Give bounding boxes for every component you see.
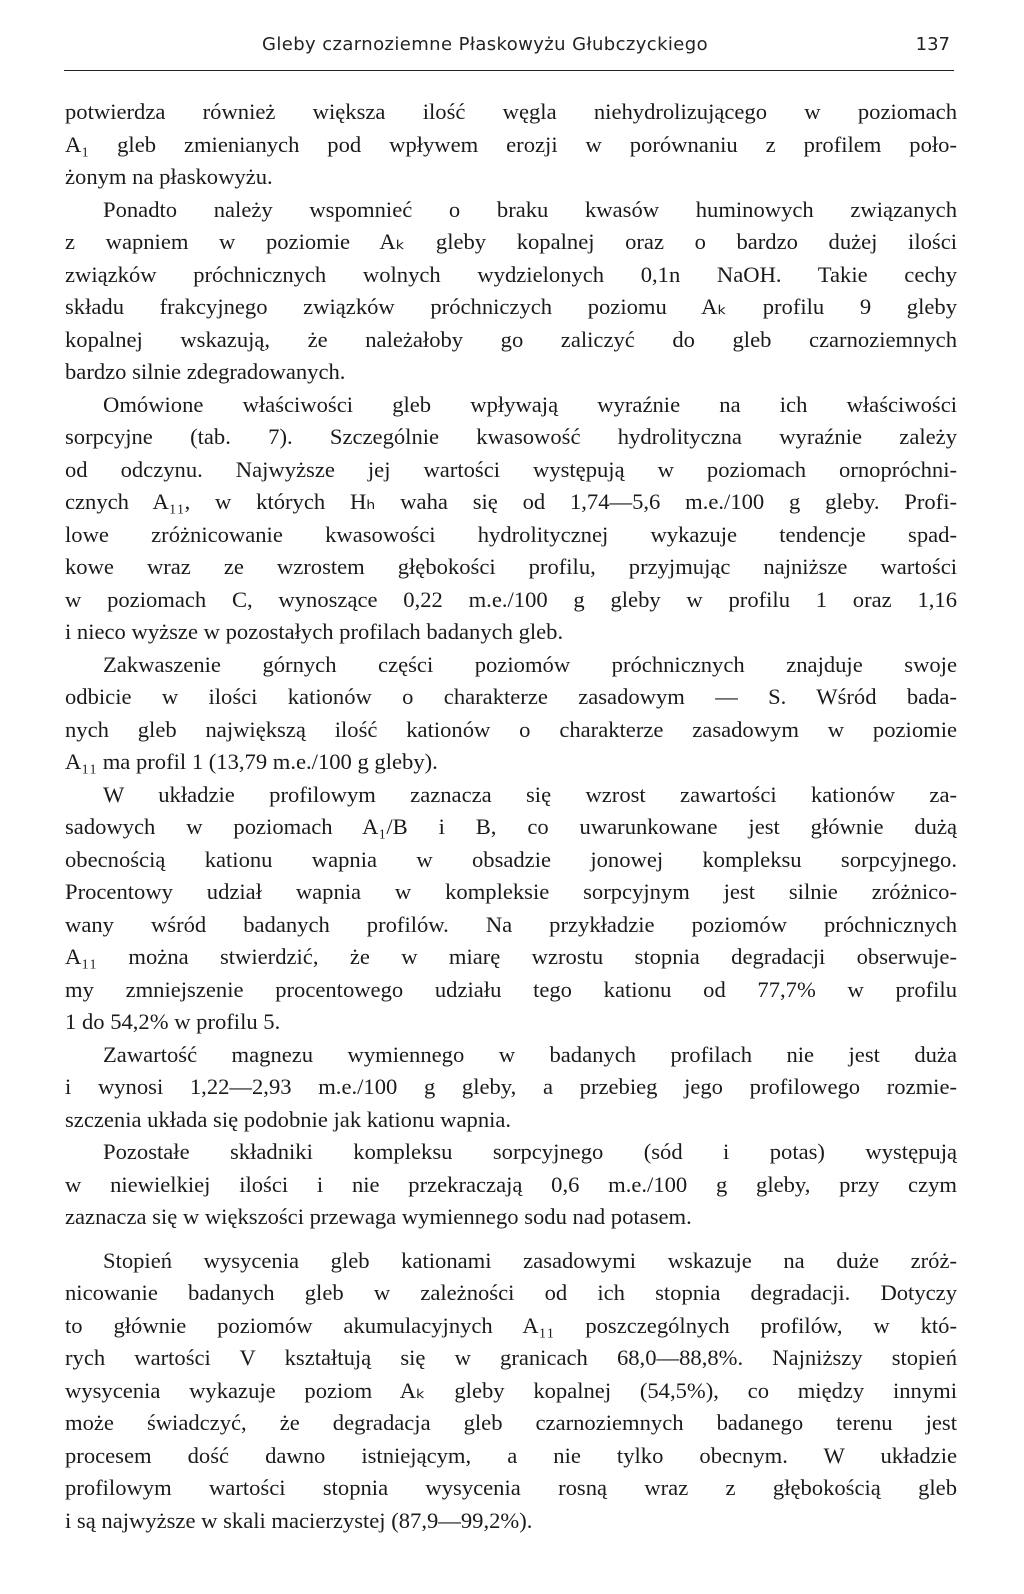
page-header	[64, 30, 954, 71]
text-line: cznych A₁₁, w których Hₕ waha się od 1,74—5,6 m.e./100 g gleby. Profi-	[65, 489, 957, 514]
text-line: Ponadto należy wspomnieć o braku kwasów huminowych związanych	[103, 196, 957, 222]
paragraph	[65, 96, 957, 194]
text-line: A₁₁ można stwierdzić, że w miarę wzrostu stopnia degradacji obserwuje-	[65, 944, 957, 969]
text-line: i są najwyższe w skali macierzystej (87,9—99,2%).	[65, 1507, 533, 1533]
text-line: potwierdza również większa ilość węgla niehydrolizującego w poziomach	[65, 99, 957, 124]
paragraph	[65, 1136, 957, 1234]
paragraph	[65, 194, 957, 389]
text-line: profilowym wartości stopnia wysycenia rosną wraz z głębokością gleb	[65, 1475, 957, 1500]
text-line: Omówione właściwości gleb wpływają wyraźnie na ich właściwości	[103, 391, 957, 417]
text-line: kowe wraz ze wzrostem głębokości profilu, przyjmując najniższe wartości	[65, 554, 957, 579]
text-line: rych wartości V kształtują się w granicach 68,0—88,8%. Najniższy stopień	[65, 1345, 957, 1370]
running-title: Gleby czarnoziemne Płaskowyżu Głubczyckiego	[262, 34, 709, 55]
text-line: w poziomach C, wynoszące 0,22 m.e./100 g gleby w profilu 1 oraz 1,16	[65, 586, 957, 612]
text-line: wany wśród badanych profilów. Na przykładzie poziomów próchnicznych	[65, 911, 957, 937]
text-line: my zmniejszenie procentowego udziału tego kationu od 77,7% w profilu	[65, 976, 957, 1002]
text-line: i nieco wyższe w pozostałych profilach badanych gleb.	[65, 619, 564, 644]
text-line: lowe zróżnicowanie kwasowości hydrolitycznej wykazuje tendencje spad-	[65, 521, 957, 547]
text-line: odbicie w ilości kationów o charakterze zasadowym — S. Wśród bada-	[65, 684, 957, 709]
text-line: procesem dość dawno istniejącym, a nie tylko obecnym. W układzie	[65, 1442, 957, 1468]
paragraph	[65, 1039, 957, 1137]
text-line: Zawartość magnezu wymiennego w badanych profilach nie jest duża	[103, 1041, 957, 1067]
text-line: składu frakcyjnego związków próchniczych poziomu Aₖ profilu 9 gleby	[65, 294, 957, 319]
text-line: A₁ gleb zmienianych pod wpływem erozji w porównaniu z profilem poło-	[65, 131, 957, 157]
text-line: zaznacza się w większości przewaga wymiennego sodu nad potasem.	[65, 1204, 692, 1229]
paragraph	[65, 649, 957, 779]
text-line: żonym na płaskowyżu.	[65, 164, 273, 189]
text-line: kopalnej wskazują, że należałoby go zaliczyć do gleb czarnoziemnych	[65, 326, 957, 352]
text-line: Zakwaszenie górnych części poziomów próchnicznych znajduje swoje	[103, 651, 957, 677]
text-line: w niewielkiej ilości i nie przekraczają 0,6 m.e./100 g gleby, przy czym	[65, 1171, 957, 1197]
paragraph	[65, 779, 957, 1039]
text-line: nicowanie badanych gleb w zależności od ich stopnia degradacji. Dotyczy	[65, 1280, 957, 1305]
paragraph	[65, 389, 957, 649]
paragraph	[65, 1245, 957, 1538]
text-line: W układzie profilowym zaznacza się wzrost zawartości kationów za-	[103, 781, 957, 807]
text-line: nych gleb największą ilość kationów o charakterze zasadowym w poziomie	[65, 716, 957, 742]
text-line: i wynosi 1,22—2,93 m.e./100 g gleby, a przebieg jego profilowego rozmie-	[65, 1074, 957, 1099]
text-line: może świadczyć, że degradacja gleb czarnoziemnych badanego terenu jest	[65, 1410, 957, 1435]
text-line: obecnością kationu wapnia w obsadzie jonowej kompleksu sorpcyjnego.	[65, 846, 957, 872]
text-line: sorpcyjne (tab. 7). Szczególnie kwasowość hydrolityczna wyraźnie zależy	[65, 424, 957, 449]
text-line: szczenia układa się podobnie jak kationu wapnia.	[65, 1106, 512, 1132]
text-line: bardzo silnie zdegradowanych.	[65, 359, 346, 384]
text-line: Procentowy udział wapnia w kompleksie sorpcyjnym jest silnie zróżnico-	[65, 879, 957, 904]
page-number: 137	[915, 34, 950, 55]
text-line: związków próchnicznych wolnych wydzielonych 0,1n NaOH. Takie cechy	[65, 261, 957, 287]
text-line: to głównie poziomów akumulacyjnych A₁₁ poszczególnych profilów, w któ-	[65, 1312, 957, 1338]
text-line: od odczynu. Najwyższe jej wartości występują w poziomach ornopróchni-	[65, 456, 957, 482]
text-line: z wapniem w poziomie Aₖ gleby kopalnej oraz o bardzo dużej ilości	[65, 229, 957, 254]
text-line: sadowych w poziomach A₁/B i B, co uwarunkowane jest głównie dużą	[65, 814, 957, 839]
body-text	[65, 96, 957, 1537]
text-line: 1 do 54,2% w profilu 5.	[65, 1009, 281, 1034]
paragraph-gap	[65, 1234, 957, 1245]
text-line: wysycenia wykazuje poziom Aₖ gleby kopalnej (54,5%), co między innymi	[65, 1377, 957, 1403]
text-line: A₁₁ ma profil 1 (13,79 m.e./100 g gleby).	[65, 749, 438, 774]
text-line: Stopień wysycenia gleb kationami zasadowymi wskazuje na duże zróż-	[103, 1247, 957, 1273]
text-line: Pozostałe składniki kompleksu sorpcyjnego (sód i potas) występują	[103, 1139, 957, 1164]
